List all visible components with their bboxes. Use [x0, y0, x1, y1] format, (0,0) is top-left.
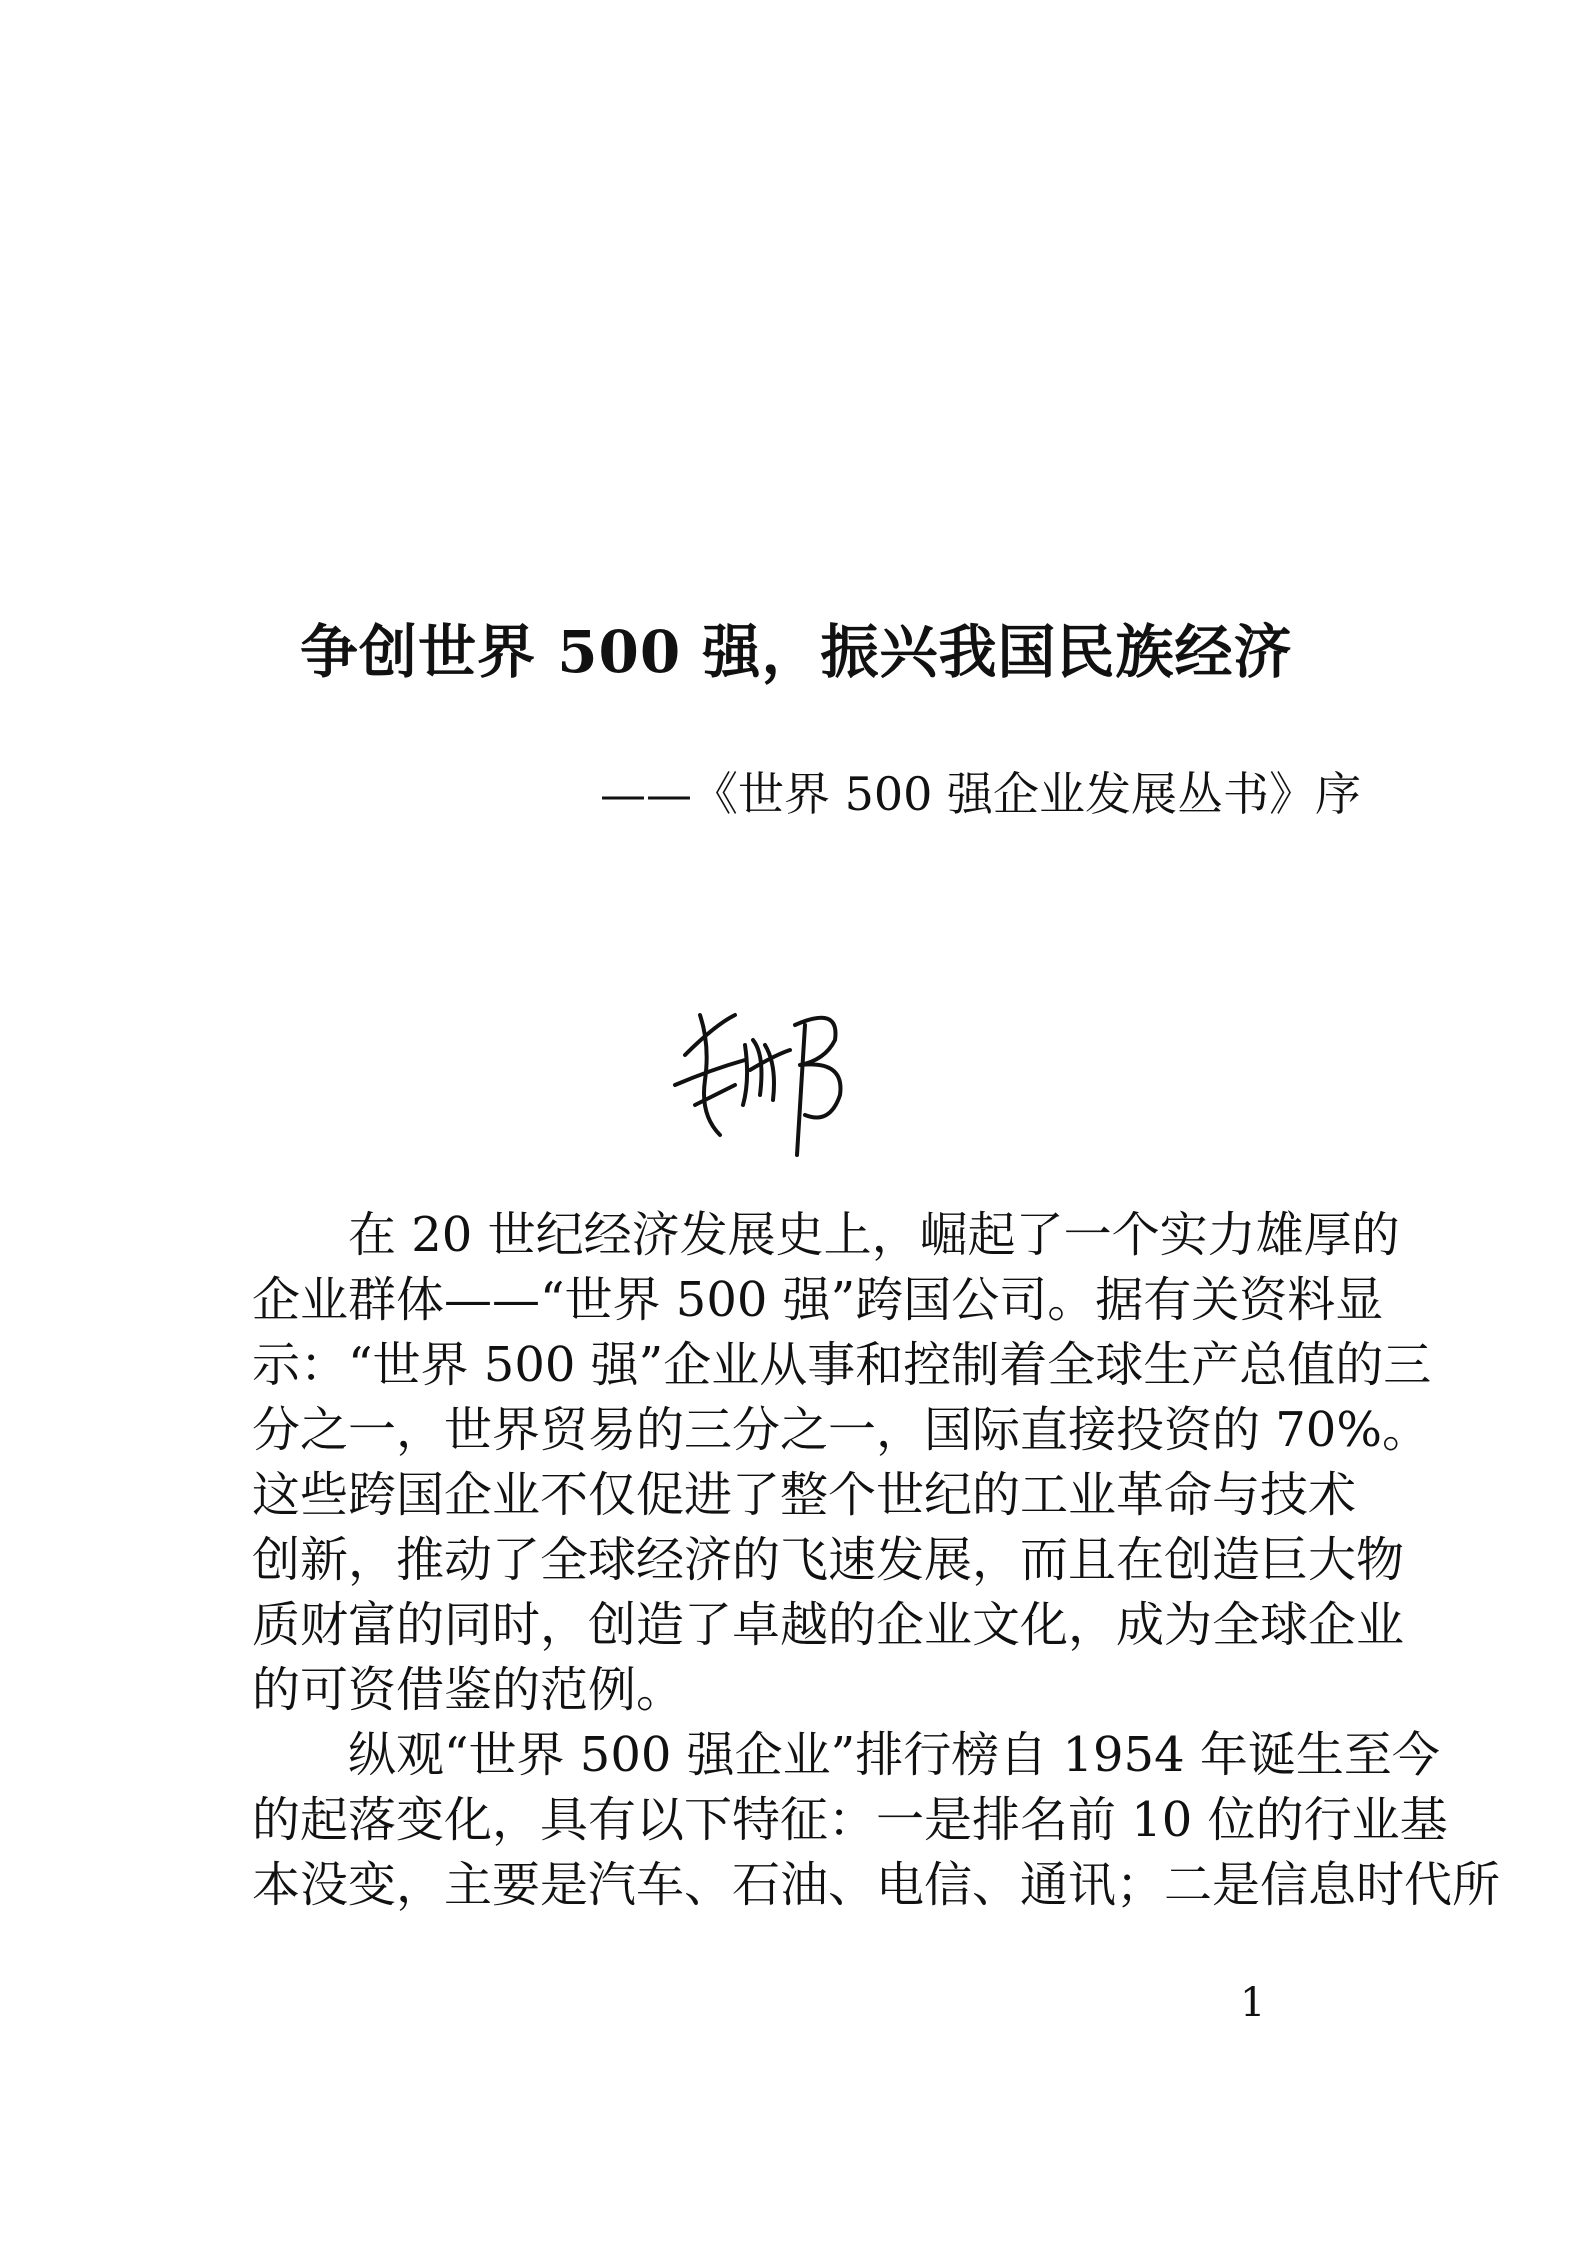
text-line: 这些跨国企业不仅促进了整个世纪的工业革命与技术: [252, 1467, 1357, 1523]
text-line: 质财富的同时，创造了卓越的企业文化，成为全球企业: [252, 1597, 1405, 1653]
page-number: 1: [1240, 1980, 1266, 2026]
subtitle: ——《世界 500 强企业发展丛书》序: [600, 767, 1362, 821]
text-line: 纵观“世界 500 强企业”排行榜自 1954 年诞生至今: [348, 1727, 1440, 1783]
text-line: 分之一，世界贸易的三分之一，国际直接投资的 70%。: [252, 1402, 1430, 1458]
text-line: 的可资借鉴的范例。: [252, 1662, 685, 1718]
text-line: 创新，推动了全球经济的飞速发展，而且在创造巨大物: [252, 1532, 1405, 1588]
page-title: 争创世界 500 强，振兴我国民族经济: [300, 618, 1293, 686]
text-line: 企业群体——“世界 500 强”跨国公司。据有关资料显: [252, 1272, 1384, 1328]
text-line: 在 20 世纪经济发展史上，崛起了一个实力雄厚的: [348, 1207, 1400, 1263]
text-line: 本没变，主要是汽车、石油、电信、通讯；二是信息时代所: [252, 1857, 1501, 1913]
body-text: [252, 1203, 1501, 1918]
signature: [665, 985, 885, 1165]
text-line: 示：“世界 500 强”企业从事和控制着全球生产总值的三: [252, 1337, 1432, 1393]
text-line: 的起落变化，具有以下特征：一是排名前 10 位的行业基: [252, 1792, 1448, 1848]
